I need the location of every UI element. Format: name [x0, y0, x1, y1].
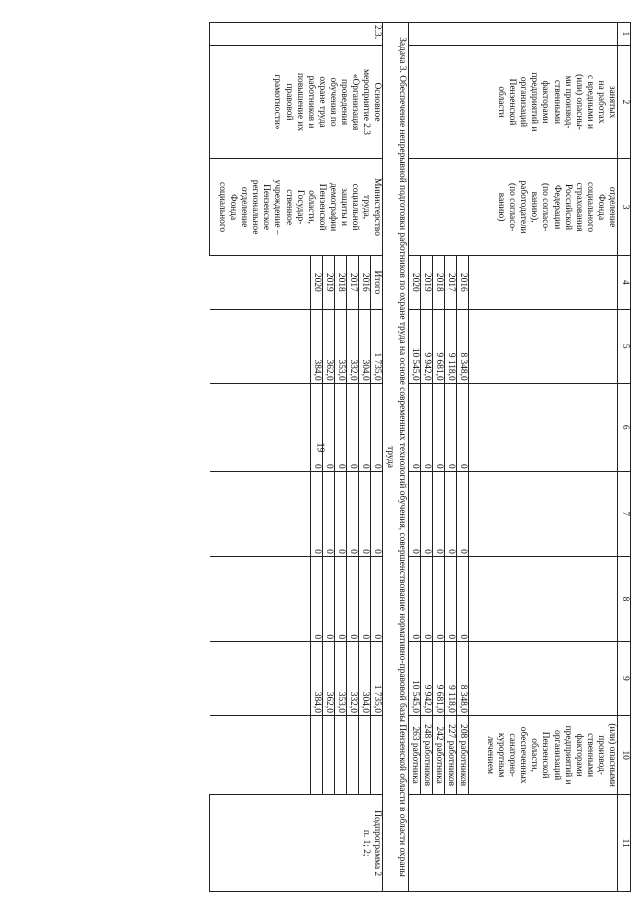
value-cell: 384,0 [310, 642, 322, 716]
value-cell: 0 [371, 471, 383, 556]
task-3-heading: Задача 3. Обеспечение непрерывной подготовки работников по охране труда на основе современных технологий обучения, совершенствование нормативно-правовой базы Пензенской области в области охраны труда [383, 23, 408, 892]
value-cell: 0 [444, 471, 456, 556]
value-cell: 362,0 [322, 309, 334, 383]
column-number: 2 [618, 45, 631, 159]
value-cell: 0 [334, 556, 346, 641]
value-cell: 353,0 [334, 309, 346, 383]
table-row [371, 23, 383, 892]
value-cell: 362,0 [322, 642, 334, 716]
rotated-page [76, 22, 631, 892]
empty-cell [210, 642, 311, 716]
value-cell: 0 [444, 556, 456, 641]
block1-executors: отделение Фонда социального страхования Российской Федерации (по согласо- ванию), работодатели (по согласо- ванию) [408, 159, 617, 256]
year-cell: 2019 [322, 255, 334, 309]
empty-cell [469, 642, 618, 716]
value-cell: 0 [456, 471, 468, 556]
value-cell: 353,0 [334, 642, 346, 716]
indicator-cell: 242 работника [432, 715, 444, 795]
year-cell: 2020 [408, 255, 420, 309]
value-cell: 0 [359, 471, 371, 556]
value-cell: 0 [347, 556, 359, 641]
block2-subprogram-ref: Подпрограмма 2 п. 1; 2; [210, 795, 383, 892]
value-cell: 0 [408, 383, 420, 471]
value-cell: 10 545,0 [408, 309, 420, 383]
value-cell: 1 735,0 [371, 642, 383, 716]
year-cell: 2016 [359, 255, 371, 309]
empty-cell [322, 715, 334, 795]
value-cell: 332,0 [347, 642, 359, 716]
empty-cell [210, 471, 311, 556]
value-cell: 0 [310, 383, 322, 471]
value-cell: 0 [359, 556, 371, 641]
value-cell: 0 [420, 471, 432, 556]
column-number: 3 [618, 159, 631, 256]
page-number: 19 [314, 442, 326, 453]
column-number: 7 [618, 471, 631, 556]
empty-cell [469, 255, 618, 309]
column-number: 9 [618, 642, 631, 716]
task-row [383, 23, 408, 892]
empty-cell [469, 309, 618, 383]
value-cell: 0 [432, 383, 444, 471]
program-table [209, 22, 631, 892]
value-cell: 0 [408, 556, 420, 641]
value-cell: 9 118,0 [444, 642, 456, 716]
year-cell: 2017 [444, 255, 456, 309]
value-cell: 0 [420, 383, 432, 471]
empty-cell [359, 715, 371, 795]
empty-cell [210, 556, 311, 641]
table-sheet [76, 22, 631, 892]
value-cell: 0 [322, 471, 334, 556]
value-cell: 0 [322, 556, 334, 641]
year-cell: 2018 [432, 255, 444, 309]
year-cell: 2020 [310, 255, 322, 309]
value-cell: 0 [359, 383, 371, 471]
value-cell: 8 348,0 [456, 642, 468, 716]
value-cell: 332,0 [347, 309, 359, 383]
empty-cell [210, 715, 311, 795]
value-cell: 304,0 [359, 309, 371, 383]
block2-event-name: Основное мероприятие 2.3 «Организация проведения обучения по охране труда работников и повышение их правовой грамотности» [210, 45, 383, 159]
year-cell: 2016 [456, 255, 468, 309]
block1-indicator-description: (или) опасными производ- ственными факторами предприятий и организаций Пензенской области, обеспеченных санаторно- курортным лечением [469, 715, 618, 795]
column-number: 4 [618, 255, 631, 309]
indicator-cell: 208 работников [456, 715, 468, 795]
value-cell: 9 942,0 [420, 642, 432, 716]
empty-cell [469, 471, 618, 556]
empty-cell [469, 556, 618, 641]
value-cell: 0 [334, 383, 346, 471]
block1-event-name: занятых на работах с вредными и (или) опасны- ми производ- ственными факторами предприятий и организаций Пензенской области [408, 45, 617, 159]
column-number: 10 [618, 715, 631, 795]
value-cell: 0 [408, 471, 420, 556]
empty-cell [469, 383, 618, 471]
empty-cell [310, 715, 322, 795]
column-number: 5 [618, 309, 631, 383]
value-cell: 0 [347, 471, 359, 556]
column-number: 1 [618, 23, 631, 46]
empty-cell [210, 383, 311, 471]
indicator-cell: 248 работников [420, 715, 432, 795]
empty-cell [210, 309, 311, 383]
empty-cell [334, 715, 346, 795]
value-cell: 384,0 [310, 309, 322, 383]
block2-executors: Министерство труда, социальной защиты и демографии Пензенской области, Государ- ственное учреждение – Пензенское региональное отделение Фонда социального [210, 159, 383, 256]
value-cell: 9 942,0 [420, 309, 432, 383]
value-cell: 0 [322, 383, 334, 471]
value-cell: 304,0 [359, 642, 371, 716]
block2-number: 2.3. [210, 23, 383, 46]
block1-description-row [469, 23, 618, 892]
value-cell: 8 348,0 [456, 309, 468, 383]
value-cell: 0 [310, 471, 322, 556]
value-cell: 0 [456, 383, 468, 471]
value-cell: 0 [347, 383, 359, 471]
empty-cell [371, 715, 383, 795]
value-cell: 0 [444, 383, 456, 471]
column-number-row [618, 23, 631, 892]
value-cell: 9 681,0 [432, 309, 444, 383]
year-cell: 2018 [334, 255, 346, 309]
value-cell: 0 [432, 556, 444, 641]
column-number: 8 [618, 556, 631, 641]
value-cell: 0 [420, 556, 432, 641]
indicator-cell: 263 работника [408, 715, 420, 795]
year-cell: Итого [371, 255, 383, 309]
value-cell: 9 681,0 [432, 642, 444, 716]
value-cell: 10 545,0 [408, 642, 420, 716]
value-cell: 0 [334, 471, 346, 556]
block1-num-cell [408, 23, 617, 46]
indicator-cell: 227 работников [444, 715, 456, 795]
empty-cell [347, 715, 359, 795]
year-cell: 2017 [347, 255, 359, 309]
value-cell: 0 [310, 556, 322, 641]
value-cell: 1 735,0 [371, 309, 383, 383]
block1-col11 [408, 795, 617, 892]
value-cell: 0 [371, 383, 383, 471]
value-cell: 9 118,0 [444, 309, 456, 383]
column-number: 6 [618, 383, 631, 471]
value-cell: 0 [371, 556, 383, 641]
value-cell: 0 [432, 471, 444, 556]
empty-cell [210, 255, 311, 309]
year-cell: 2019 [420, 255, 432, 309]
column-number: 11 [618, 795, 631, 892]
value-cell: 0 [456, 556, 468, 641]
